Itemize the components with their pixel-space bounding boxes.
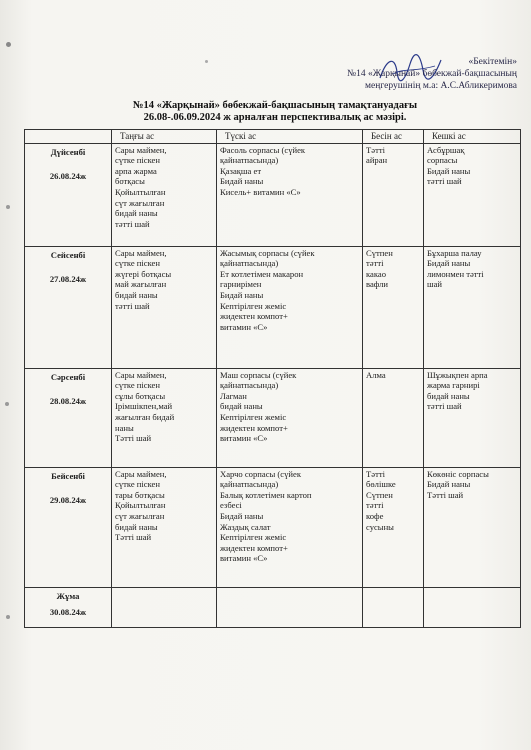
dinner-cell [424, 587, 521, 627]
day-name: Сейсенбі [50, 249, 86, 260]
snack-cell [363, 246, 424, 368]
table-row [25, 368, 521, 467]
lunch-cell [217, 143, 363, 246]
breakfast-text: Сары маймен, сүтке піскен тары ботқасы Қойылтылған сүт жағылған бидай наны Тәтті шай [115, 468, 167, 543]
lunch-text: Жасымық сорпасы (сүйек қайнатпасында) Ет котлетімен макарон гарнирімен Бидай наны Кептірілген жеміс жидектен компот+ витамин «С» [220, 247, 315, 332]
table-row [25, 467, 521, 587]
day-cell [25, 467, 112, 587]
day-cell [25, 368, 112, 467]
page-speck [6, 615, 10, 619]
breakfast-text: Сары маймен, сүтке піскен арпа жарма ботқасы Қойылтылған сүт жағылған бидай наны тәтті шай [115, 144, 167, 229]
dinner-text: Бұхарша палау Бидай наны лимонмен тәтті шай [427, 247, 484, 290]
table-row [25, 587, 521, 627]
lunch-text: Фасоль сорпасы (сүйек қайнатпасында) Қазақша ет Бидай наны Кисель+ витамин «С» [220, 144, 306, 197]
page-speck [6, 205, 10, 209]
lunch-cell [217, 467, 363, 587]
lunch-cell [217, 246, 363, 368]
dinner-cell [424, 368, 521, 467]
approval-block [217, 56, 517, 92]
menu-table [24, 129, 521, 628]
dinner-text: Көкөніс сорпасы Бидай наны Тәтті шай [427, 468, 489, 500]
snack-cell [363, 587, 424, 627]
page-speck [6, 42, 11, 47]
day-name: Жұма [56, 590, 80, 601]
table-row [25, 143, 521, 246]
approval-line: «Бекітемін» [468, 57, 517, 67]
lunch-cell [217, 587, 363, 627]
page-speck [205, 60, 208, 63]
day-name: Дүйсенбі [50, 146, 86, 157]
dinner-text: Асбұршақ сорпасы Бидай наны тәтті шай [427, 144, 471, 187]
title-line: №14 «Жарқынай» бөбекжай-бақшасының тамақтануадағы [132, 100, 418, 111]
document-title [70, 100, 480, 124]
day-cell [25, 587, 112, 627]
breakfast-cell [112, 246, 217, 368]
dinner-cell [424, 143, 521, 246]
snack-text: Тәтті бөлішке Сүтпен тәтті кофе сусыны [366, 468, 396, 532]
day-date: 28.08.24ж [49, 396, 87, 407]
header-cell-breakfast: Таңғы ас [112, 130, 217, 144]
breakfast-text: Сары маймен, сүтке піскен сұлы ботқасы Ірімшікпен,май жағылған бидай наны Тәтті шай [115, 369, 175, 444]
snack-cell [363, 368, 424, 467]
header-cell-day [25, 130, 112, 144]
dinner-text: Шұжықпен арпа жарма гарнирі бидай наны тәтті шай [427, 369, 488, 412]
day-cell [25, 143, 112, 246]
day-date: 30.08.24ж [49, 607, 87, 618]
dinner-cell [424, 246, 521, 368]
breakfast-cell [112, 368, 217, 467]
lunch-text: Маш сорпасы (сүйек қайнатпасында) Лагман бидай наны Кептірілген жеміс жидектен компот+ витамин «С» [220, 369, 297, 444]
dinner-cell [424, 467, 521, 587]
table-header-row [25, 130, 521, 144]
lunch-cell [217, 368, 363, 467]
lunch-text: Харчо сорпасы (сүйек қайнатпасында) Балық котлетімен картоп езбесі Бидай наны Жаздық салат Кептірілген жеміс жидектен компот+ витамин «С» [220, 468, 312, 564]
day-cell [25, 246, 112, 368]
breakfast-text: Сары маймен, сүтке піскен жүгері ботқасы май жағылған бидай наны тәтті шай [115, 247, 172, 311]
approval-line: меңгерушінің м.а: А.С.Абликеримова [365, 81, 517, 91]
day-date: 27.08.24ж [49, 274, 87, 285]
snack-text: Сүтпен тәтті какао вафли [366, 247, 393, 290]
snack-cell [363, 143, 424, 246]
day-date: 26.08.24ж [49, 171, 87, 182]
approval-line: №14 «Жарқынай» бөбекжай-бақшасының [347, 69, 517, 79]
breakfast-cell [112, 143, 217, 246]
snack-cell [363, 467, 424, 587]
breakfast-cell [112, 587, 217, 627]
header-cell-lunch: Түскі ас [217, 130, 363, 144]
snack-text: Алма [366, 369, 386, 380]
table-row [25, 246, 521, 368]
day-name: Сәрсенбі [50, 371, 86, 382]
snack-text: Тәтті айран [366, 144, 388, 166]
header-cell-snack: Бесін ас [363, 130, 424, 144]
day-name: Бейсенбі [51, 470, 85, 481]
header-cell-dinner: Кешкі ас [424, 130, 521, 144]
day-date: 29.08.24ж [49, 495, 87, 506]
title-line: 26.08-.06.09.2024 ж арналған перспективалық ас мәзірі. [143, 112, 407, 123]
breakfast-cell [112, 467, 217, 587]
page-speck [5, 402, 9, 406]
